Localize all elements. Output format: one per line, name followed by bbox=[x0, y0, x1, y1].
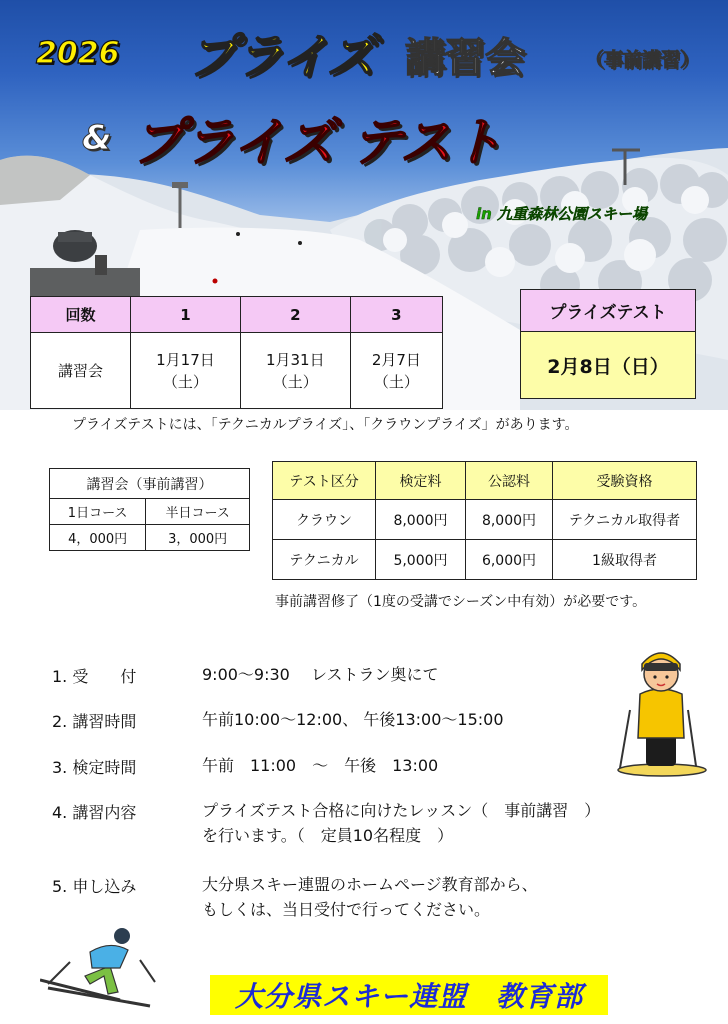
lecture-fee-table bbox=[49, 468, 250, 551]
test-fee-header: 公認料 bbox=[466, 462, 553, 500]
schedule-date-row bbox=[31, 333, 443, 409]
eligibility: 1級取得者 bbox=[553, 540, 697, 580]
table-row bbox=[273, 500, 697, 540]
session-number: 2 bbox=[240, 297, 350, 333]
info-number: 3. 検定時間 bbox=[52, 758, 137, 777]
info-number: 1. 受 付 bbox=[52, 667, 137, 686]
title-subtitle: （事前講習） bbox=[585, 49, 700, 71]
exam-fee: 5,000円 bbox=[376, 540, 466, 580]
organizer-footer: 大分県スキー連盟 教育部 bbox=[210, 975, 608, 1015]
schedule-row-label: 講習会 bbox=[31, 333, 131, 409]
eligibility: テクニカル取得者 bbox=[553, 500, 697, 540]
session-date-cell bbox=[350, 333, 442, 409]
table-row bbox=[273, 540, 697, 580]
info-value: プライズテスト合格に向けたレッスン（ 事前講習 ） bbox=[202, 801, 601, 820]
prize-test-title: プライズテスト bbox=[521, 290, 695, 332]
session-day: （土） bbox=[272, 372, 318, 391]
info-number: 2. 講習時間 bbox=[52, 712, 137, 731]
info-value: を行います。（ 定員10名程度 ） bbox=[202, 826, 454, 845]
prize-types-note: プライズテストには、「テクニカルプライズ」、「クラウンプライズ」があります。 bbox=[72, 417, 579, 433]
year-text: 2026 bbox=[36, 36, 120, 71]
info-label: 受 付 bbox=[72, 667, 137, 686]
test-fee-header: 受験資格 bbox=[553, 462, 697, 500]
info-value: 午前10:00～12:00、 午後13:00～15:00 bbox=[202, 710, 504, 729]
course-price: 3，000円 bbox=[146, 525, 250, 551]
info-value: 9:00～9:30 レストラン奥にて bbox=[202, 665, 439, 684]
test-category: クラウン bbox=[273, 500, 376, 540]
ampersand: & bbox=[82, 118, 112, 158]
exam-fee: 8,000円 bbox=[376, 500, 466, 540]
info-value: 午前 11:00 ～ 午後 13:00 bbox=[202, 756, 439, 775]
title-prize-test: プライズ テスト bbox=[132, 113, 502, 173]
skier-illustration bbox=[40, 922, 170, 1012]
session-date-cell bbox=[240, 333, 350, 409]
info-label: 検定時間 bbox=[72, 758, 137, 777]
session-date: 1月17日 bbox=[156, 350, 215, 369]
test-fee-header: 検定料 bbox=[376, 462, 466, 500]
schedule-head-label: 回数 bbox=[31, 297, 131, 333]
test-fee-header: テスト区分 bbox=[273, 462, 376, 500]
info-label: 講習時間 bbox=[72, 712, 137, 731]
info-number: 4. 講習内容 bbox=[52, 803, 137, 822]
session-day: （土） bbox=[162, 372, 208, 391]
title-kosyu: 講習会 bbox=[405, 35, 525, 81]
certification-fee: 6,000円 bbox=[466, 540, 553, 580]
info-value: 大分県スキー連盟のホームページ教育部から、 bbox=[202, 875, 538, 894]
info-label: 講習内容 bbox=[72, 803, 137, 822]
session-number: 1 bbox=[131, 297, 241, 333]
prize-test-date: 2月8日（日） bbox=[521, 332, 695, 398]
info-number: 5. 申し込み bbox=[52, 877, 137, 896]
course-label: 1日コース bbox=[50, 499, 146, 525]
prerequisite-note: 事前講習修了（1度の受講でシーズン中有効）が必要です。 bbox=[275, 594, 647, 610]
test-fee-header-row bbox=[273, 462, 697, 500]
session-date-cell bbox=[131, 333, 241, 409]
test-fee-table bbox=[272, 461, 697, 580]
child-skier-illustration bbox=[610, 650, 710, 780]
schedule-header-row bbox=[31, 297, 443, 333]
schedule-table bbox=[30, 296, 443, 409]
info-value: もしくは、当日受付で行ってください。 bbox=[202, 900, 491, 919]
session-number: 3 bbox=[350, 297, 442, 333]
course-price: 4，000円 bbox=[50, 525, 146, 551]
title-prize: プライズ bbox=[188, 29, 375, 85]
prize-test-date-box bbox=[520, 289, 696, 399]
session-day: （土） bbox=[373, 372, 419, 391]
test-category: テクニカル bbox=[273, 540, 376, 580]
certification-fee: 8,000円 bbox=[466, 500, 553, 540]
session-date: 1月31日 bbox=[265, 350, 325, 369]
lecture-fee-title: 講習会（事前講習） bbox=[50, 469, 250, 499]
venue-text: in 九重森林公園スキー場 bbox=[476, 205, 648, 223]
course-label: 半日コース bbox=[146, 499, 250, 525]
hero-photo bbox=[0, 0, 728, 410]
session-date: 2月7日 bbox=[371, 350, 421, 369]
info-label: 申し込み bbox=[72, 877, 137, 896]
